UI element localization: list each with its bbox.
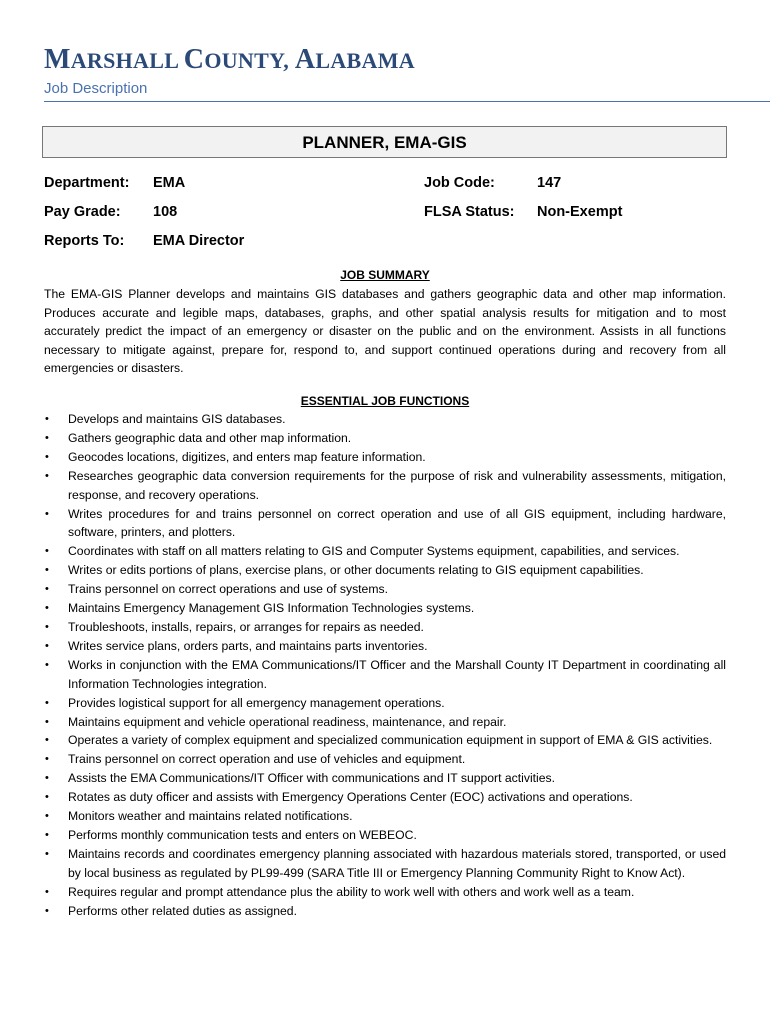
function-item <box>44 788 726 807</box>
bullet-icon: • <box>45 753 49 766</box>
bullet-icon: • <box>45 620 49 633</box>
function-item <box>44 561 726 580</box>
reports-to-label: Reports To: <box>44 233 125 249</box>
function-item <box>44 410 726 429</box>
function-item <box>44 826 726 845</box>
function-item-text: Maintains records and coordinates emergency planning associated with hazardous materials stored, transported, or used by local business as regulated by PL99-499 (SARA Title III or Emergency Planning Community Right to Know Act). <box>68 846 726 880</box>
function-item-text: Provides logistical support for all emergency management operations. <box>68 695 445 710</box>
function-item-text: Maintains equipment and vehicle operational readiness, maintenance, and repair. <box>68 714 507 729</box>
function-item <box>44 883 726 902</box>
job-code-label: Job Code: <box>424 175 495 191</box>
function-item-text: Rotates as duty officer and assists with Emergency Operations Center (EOC) activations and operations. <box>68 790 633 805</box>
function-item-text: Monitors weather and maintains related notifications. <box>68 809 353 824</box>
pay-grade-value: 108 <box>153 204 178 220</box>
function-item-text: Writes service plans, orders parts, and maintains parts inventories. <box>68 638 428 653</box>
bullet-icon: • <box>45 413 49 425</box>
department-label: Department: <box>44 175 130 191</box>
bullet-icon: • <box>45 450 49 463</box>
bullet-icon: • <box>45 639 49 652</box>
function-item <box>44 637 726 656</box>
bullet-icon: • <box>45 583 49 596</box>
bullet-icon: • <box>45 602 49 615</box>
function-item <box>44 656 726 694</box>
function-item-text: Writes procedures for and trains personnel on correct operation and use of all GIS equipment, including hardware, software, printers, and plotters. <box>68 506 726 540</box>
function-item <box>44 807 726 826</box>
function-item-text: Performs monthly communication tests and enters on WEBEOC. <box>68 827 417 842</box>
function-item <box>44 448 726 467</box>
function-item <box>44 769 726 788</box>
function-item-text: Trains personnel on correct operations and use of systems. <box>68 582 388 597</box>
function-item <box>44 599 726 618</box>
bullet-icon: • <box>45 810 49 823</box>
function-item-text: Researches geographic data conversion requirements for the purpose of risk and vulnerability assessments, mitigation, response, and recovery operations. <box>68 468 726 502</box>
bullet-icon: • <box>45 791 49 804</box>
function-item-text: Performs other related duties as assigned. <box>68 903 297 918</box>
function-item <box>44 694 726 713</box>
function-item <box>44 429 726 448</box>
job-title: PLANNER, EMA-GIS <box>42 126 727 158</box>
function-item-text: Requires regular and prompt attendance plus the ability to work well with others and work well as a team. <box>68 884 635 899</box>
function-item <box>44 713 726 732</box>
function-item-text: Trains personnel on correct operation and use of vehicles and equipment. <box>68 752 466 767</box>
function-item <box>44 505 726 543</box>
county-name: MARSHALL COUNTY, ALABAMA <box>44 44 415 75</box>
bullet-icon: • <box>45 904 49 917</box>
flsa-status-value: Non-Exempt <box>537 204 623 220</box>
function-item <box>44 618 726 637</box>
department-value: EMA <box>153 175 186 191</box>
reports-to-value: EMA Director <box>153 233 245 249</box>
function-item-text: Operates a variety of complex equipment and specialized communication equipment in support of EMA & GIS activities. <box>68 733 713 748</box>
bullet-icon: • <box>45 715 49 728</box>
function-item-text: Maintains Emergency Management GIS Information Technologies systems. <box>68 601 475 616</box>
bullet-icon: • <box>45 469 49 482</box>
bullet-icon: • <box>45 696 49 709</box>
job-code-value: 147 <box>537 175 562 191</box>
function-item <box>44 845 726 883</box>
function-item <box>44 750 726 769</box>
bullet-icon: • <box>45 734 49 747</box>
bullet-icon: • <box>45 885 49 898</box>
function-item-text: Troubleshoots, installs, repairs, or arranges for repairs as needed. <box>68 619 424 634</box>
function-item-text: Gathers geographic data and other map information. <box>68 430 352 445</box>
header-divider <box>44 101 770 102</box>
bullet-icon: • <box>45 545 49 558</box>
essential-functions-list <box>44 410 726 920</box>
bullet-icon: • <box>45 772 49 785</box>
pay-grade-label: Pay Grade: <box>44 204 121 220</box>
flsa-status-label: FLSA Status: <box>424 204 515 220</box>
function-item-text: Coordinates with staff on all matters relating to GIS and Computer Systems equipment, capabilities, and services. <box>68 544 680 559</box>
bullet-icon: • <box>45 828 49 841</box>
job-summary-text: The EMA-GIS Planner develops and maintains GIS databases and gathers geographic data and other map information. Produces accurate and legible maps, databases, graphs, and other spatial analysis results for mitigation and to most accurately predict the impact of an emergency or disaster on the public and on the environment. Assists in all functions necessary to mitigate against, prepare for, respond to, and support continued operations during and recovery from all emergencies or disasters. <box>44 287 726 376</box>
essential-functions-heading: ESSENTIAL JOB FUNCTIONS <box>300 394 470 408</box>
function-item <box>44 542 726 561</box>
bullet-icon: • <box>45 431 49 444</box>
function-item <box>44 467 726 505</box>
function-item <box>44 731 726 750</box>
bullet-icon: • <box>45 564 49 577</box>
function-item <box>44 580 726 599</box>
function-item-text: Writes or edits portions of plans, exercise plans, or other documents relating to GIS equipment capabilities. <box>68 563 644 578</box>
bullet-icon: • <box>45 847 49 860</box>
function-item-text: Geocodes locations, digitizes, and enters map feature information. <box>68 449 426 464</box>
function-item-text: Works in conjunction with the EMA Communications/IT Officer and the Marshall County IT Department in coordinating all Information Technologies integration. <box>68 657 726 691</box>
function-item <box>44 902 726 921</box>
document-type: Job Description <box>44 80 148 97</box>
bullet-icon: • <box>45 507 49 520</box>
job-summary-heading: JOB SUMMARY <box>340 268 430 282</box>
function-item-text: Develops and maintains GIS databases. <box>68 412 286 426</box>
bullet-icon: • <box>45 658 49 671</box>
function-item-text: Assists the EMA Communications/IT Officer with communications and IT support activities. <box>68 771 556 786</box>
